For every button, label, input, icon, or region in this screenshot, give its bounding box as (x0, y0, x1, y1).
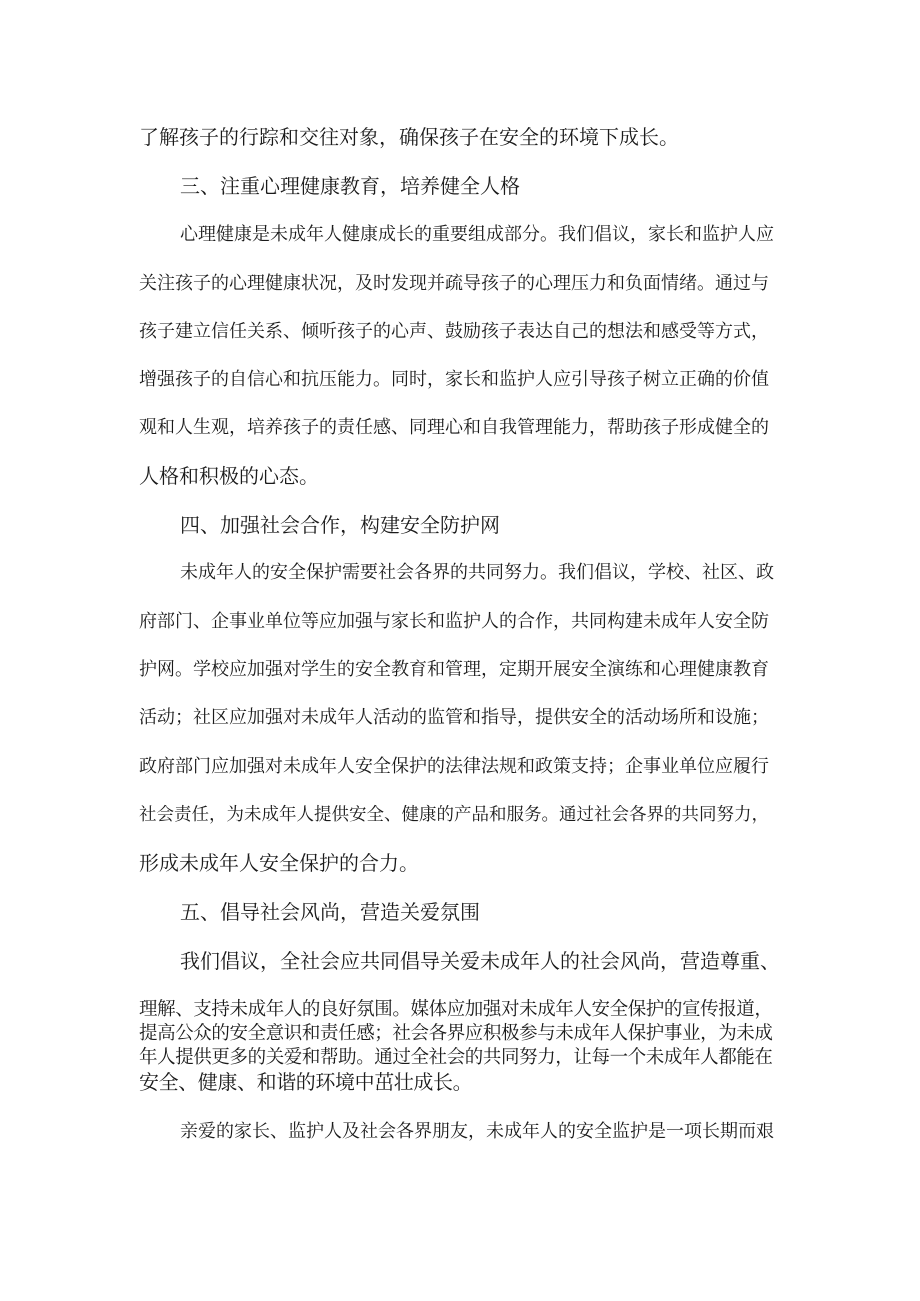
paragraph-line: 形成未成年人安全保护的合力。 (139, 851, 419, 875)
paragraph-line: 了解孩子的行踪和交往对象，确保孩子在安全的环境下成长。 (139, 125, 679, 149)
paragraph-line: 观和人生观，培养孩子的责任感、同理心和自我管理能力，帮助孩子形成健全的 (139, 417, 769, 438)
paragraph-line: 安全、健康、和谐的环境中茁壮成长。 (139, 1070, 473, 1094)
section-heading: 三、注重心理健康教育，培养健全人格 (180, 174, 520, 198)
paragraph-line: 人格和积极的心态。 (139, 464, 319, 488)
paragraph-line: 关注孩子的心理健康状况，及时发现并疏导孩子的心理压力和负面情绪。通过与 (139, 273, 769, 294)
section-heading: 四、加强社会合作，构建安全防护网 (180, 513, 500, 537)
paragraph-line: 护网。学校应加强对学生的安全教育和管理，定期开展安全演练和心理健康教育 (139, 659, 769, 680)
paragraph-line: 活动；社区应加强对未成年人活动的监管和指导，提供安全的活动场所和设施； (139, 707, 769, 728)
paragraph-line: 社会责任，为未成年人提供安全、健康的产品和服务。通过社会各界的共同努力， (139, 805, 769, 825)
paragraph-line: 理解、支持未成年人的良好氛围。媒体应加强对未成年人安全保护的宣传报道， (139, 999, 773, 1020)
paragraph-line: 年人提供更多的关爱和帮助。通过全社会的共同努力，让每一个未成年人都能在 (139, 1047, 773, 1068)
paragraph-line: 政府部门应加强对未成年人安全保护的法律法规和政策支持；企事业单位应履行 (139, 756, 769, 777)
paragraph-line: 亲爱的家长、监护人及社会各界朋友，未成年人的安全监护是一项长期而艰 (180, 1121, 774, 1142)
paragraph-line: 心理健康是未成年人健康成长的重要组成部分。我们倡议，家长和监护人应 (180, 224, 774, 245)
paragraph-line: 未成年人的安全保护需要社会各界的共同努力。我们倡议，学校、社区、政 (180, 562, 774, 583)
paragraph-line: 增强孩子的自信心和抗压能力。同时，家长和监护人应引导孩子树立正确的价值 (139, 369, 769, 390)
paragraph-line: 提高公众的安全意识和责任感；社会各界应积极参与未成年人保护事业，为未成 (139, 1023, 773, 1044)
paragraph-line: 府部门、企事业单位等应加强与家长和监护人的合作，共同构建未成年人安全防 (139, 611, 769, 632)
paragraph-line: 孩子建立信任关系、倾听孩子的心声、鼓励孩子表达自己的想法和感受等方式， (139, 321, 769, 342)
paragraph-line: 我们倡议，全社会应共同倡导关爱未成年人的社会风尚，营造尊重、 (180, 949, 780, 973)
section-heading: 五、倡导社会风尚，营造关爱氛围 (180, 900, 480, 924)
